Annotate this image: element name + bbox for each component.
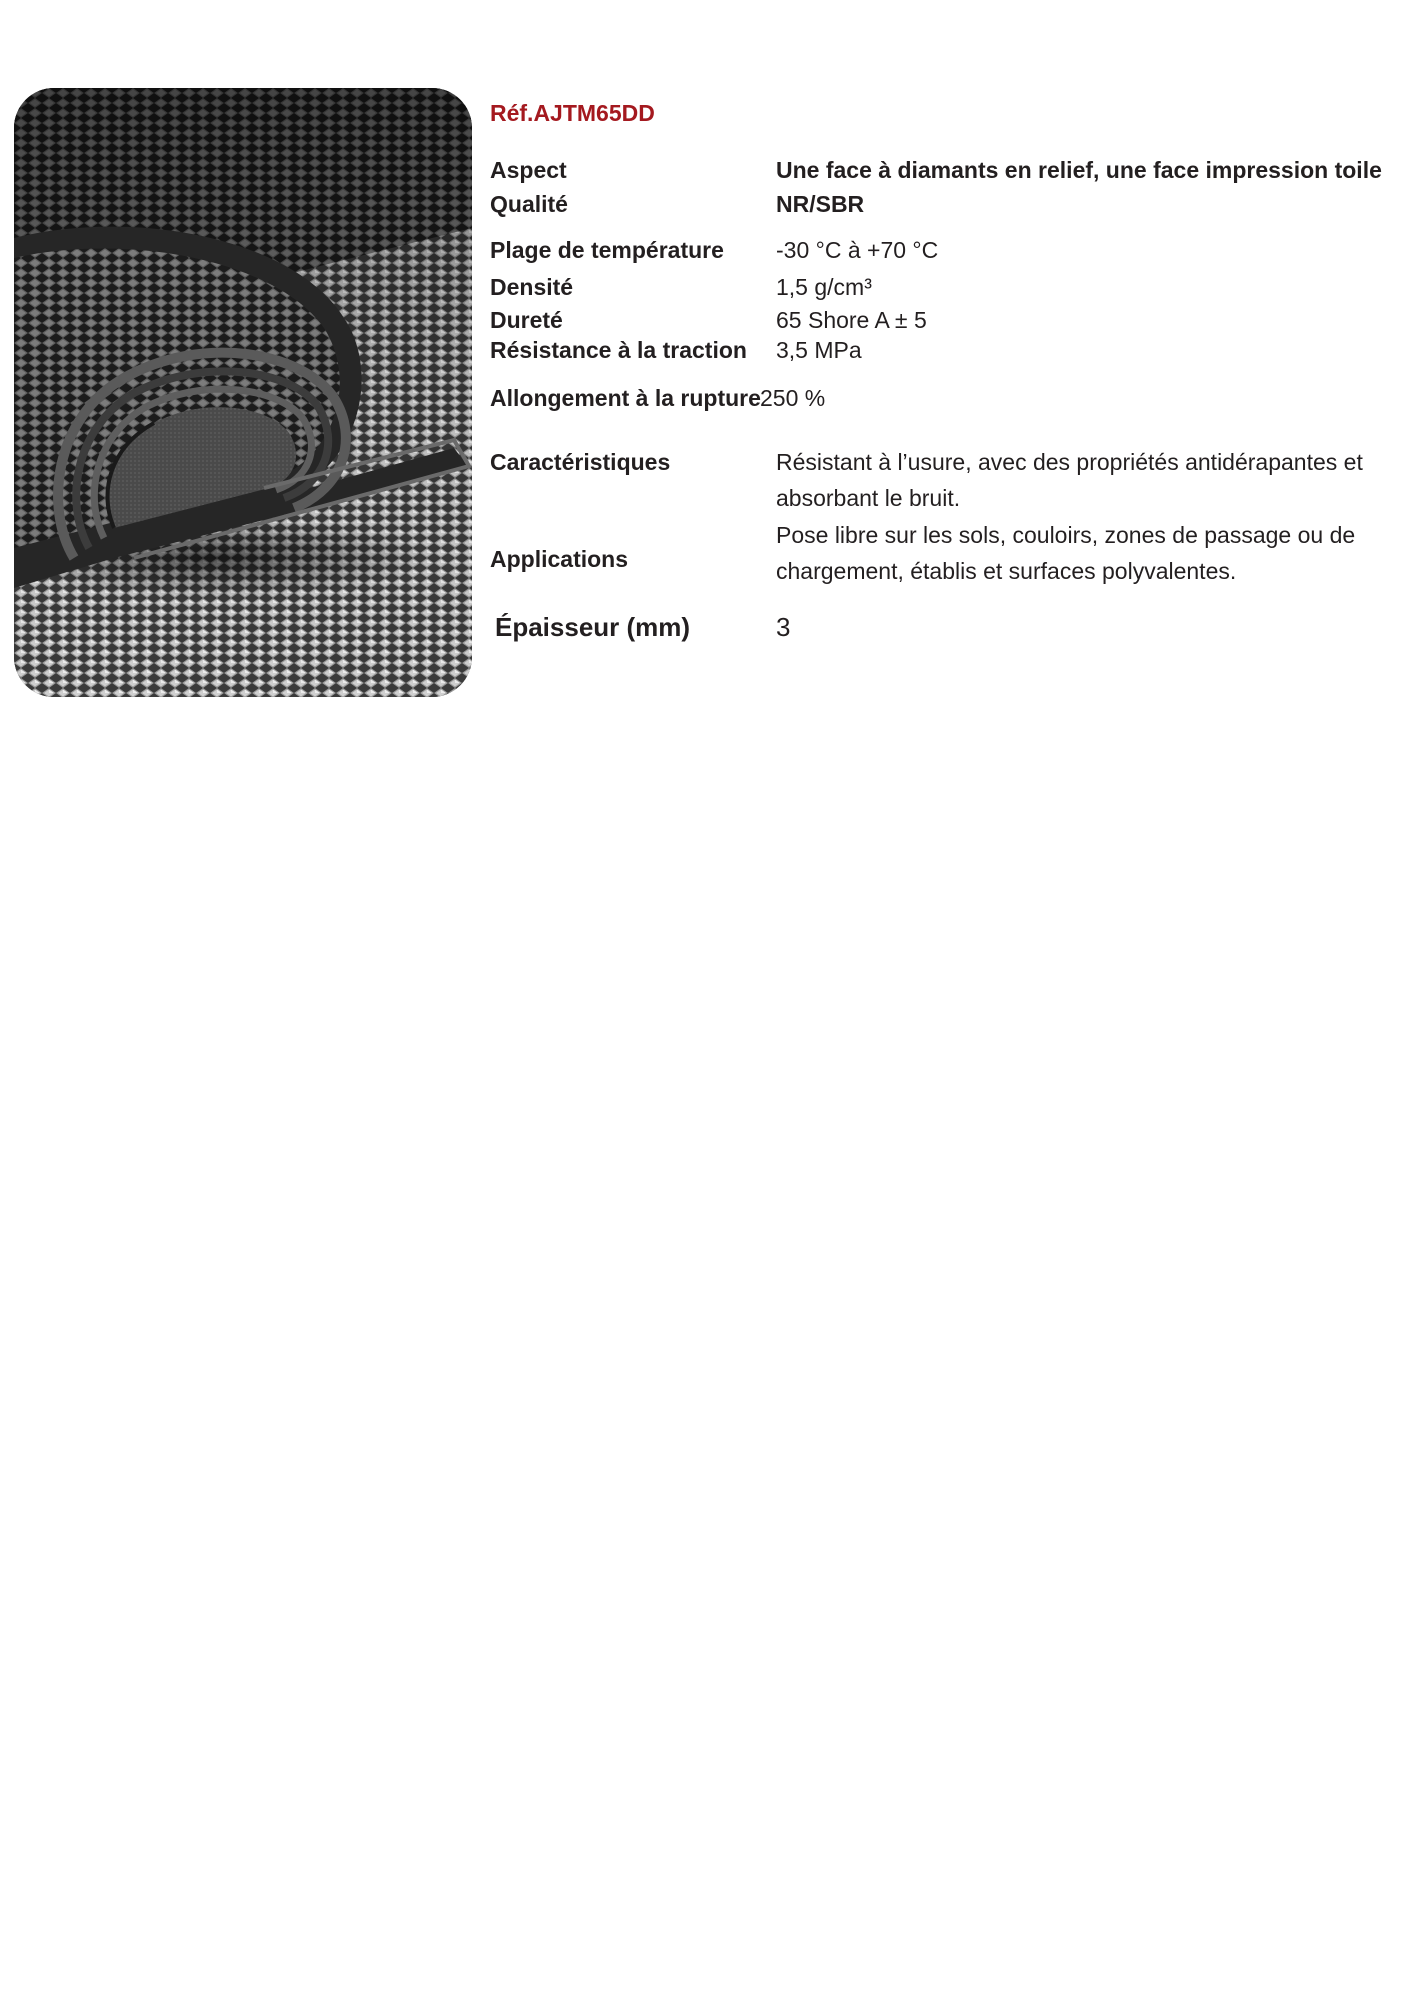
spec-label: Caractéristiques — [490, 449, 671, 475]
spec-value: Résistant à l’usure, avec des propriétés antidérapantes et absorbant le bruit. — [776, 449, 1363, 511]
spec-label: Dureté — [490, 307, 563, 333]
spec-label: Aspect — [490, 157, 567, 183]
spec-value: NR/SBR — [776, 191, 865, 217]
spec-label: Applications — [490, 546, 629, 572]
spec-label: Résistance à la traction — [490, 337, 747, 363]
spec-value: 3 — [776, 612, 791, 642]
spec-value: 3,5 MPa — [776, 337, 862, 363]
spec-value: 250 % — [760, 385, 826, 411]
spec-value: 65 Shore A ± 5 — [776, 307, 927, 333]
spec-value: 1,5 g/cm³ — [776, 274, 872, 300]
spec-label: Épaisseur (mm) — [495, 612, 691, 642]
product-photo — [14, 88, 472, 697]
rubber-mat-roll-image — [14, 88, 472, 697]
spec-label: Plage de température — [490, 237, 724, 263]
spec-value: -30 °C à +70 °C — [776, 237, 939, 263]
spec-label: Qualité — [490, 191, 568, 217]
spec-value: Une face à diamants en relief, une face impression toile — [776, 157, 1382, 183]
spec-value: Pose libre sur les sols, couloirs, zones de passage ou de chargement, établis et surfaces polyvalentes. — [776, 522, 1356, 584]
product-reference: Réf.AJTM65DD — [490, 100, 655, 126]
spec-label: Densité — [490, 274, 574, 300]
spec-label: Allongement à la rupture — [490, 385, 761, 411]
